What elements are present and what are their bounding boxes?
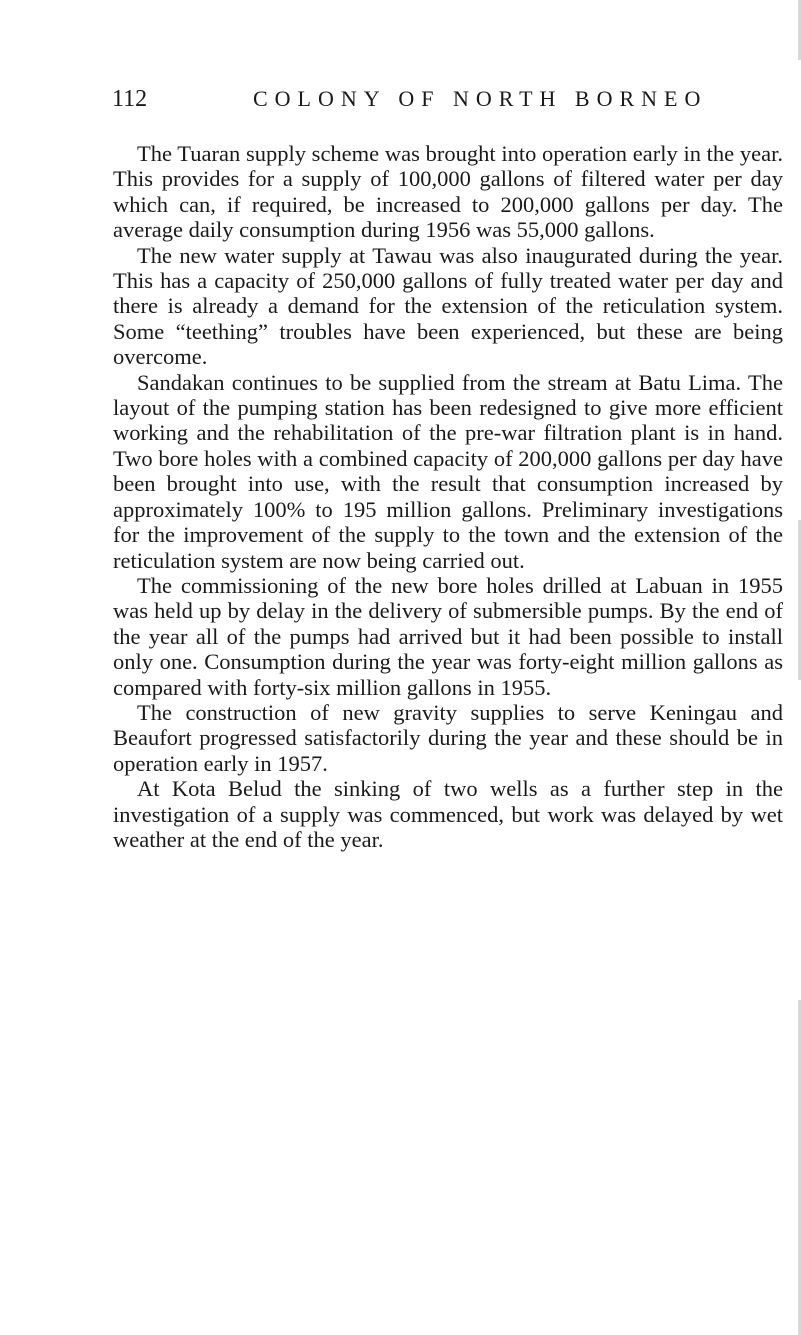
body-text	[113, 141, 783, 852]
paragraph-tuaran: The Tuaran supply scheme was brought into operation early in the year. This provides for a supply of 100,000 gallons of filtered water per day which can, if required, be increased to 200,000 gallons per day. The average daily consumption during 1956 was 55,000 gallons.	[113, 141, 783, 243]
paragraph-tawau: The new water supply at Tawau was also inaugurated during the year. This has a capacity of 250,000 gallons of fully treated water per day and there is already a demand for the extension of the reticulation system. Some “teething” troubles have been experienced, but these are being overcome.	[113, 242, 783, 370]
running-title: COLONY OF NORTH BORNEO	[253, 86, 708, 111]
page-header	[112, 86, 712, 120]
paragraph-kota-belud: At Kota Belud the sinking of two wells as a further step in the investigation of a supply was commenced, but work was delayed by wet weather at the end of the year.	[113, 776, 783, 852]
paragraph-sandakan: Sandakan continues to be supplied from the stream at Batu Lima. The layout of the pumping station has been redesigned to give more efficient working and the rehabilitation of the pre-war filtration plant is in hand. Two bore holes with a combined capacity of 200,000 gallons per day have been brought into use, with the result that consumption increased by approximately 100% to 195 million gallons. Preliminary investigations for the improvement of the supply to the town and the extension of the reticulation system are now being carried out.	[113, 369, 783, 573]
paragraph-labuan: The commissioning of the new bore holes drilled at Labuan in 1955 was held up by delay in the delivery of submersible pumps. By the end of the year all of the pumps had arrived but it had been possible to install only one. Consumption during the year was forty-eight million gallons as compared with forty-six million gallons in 1955.	[113, 572, 783, 700]
page-number: 112	[112, 86, 148, 112]
paragraph-keningau-beaufort: The construction of new gravity supplies to serve Keningau and Beaufort progressed satisfactorily during the year and these should be in operation early in 1957.	[113, 699, 783, 776]
